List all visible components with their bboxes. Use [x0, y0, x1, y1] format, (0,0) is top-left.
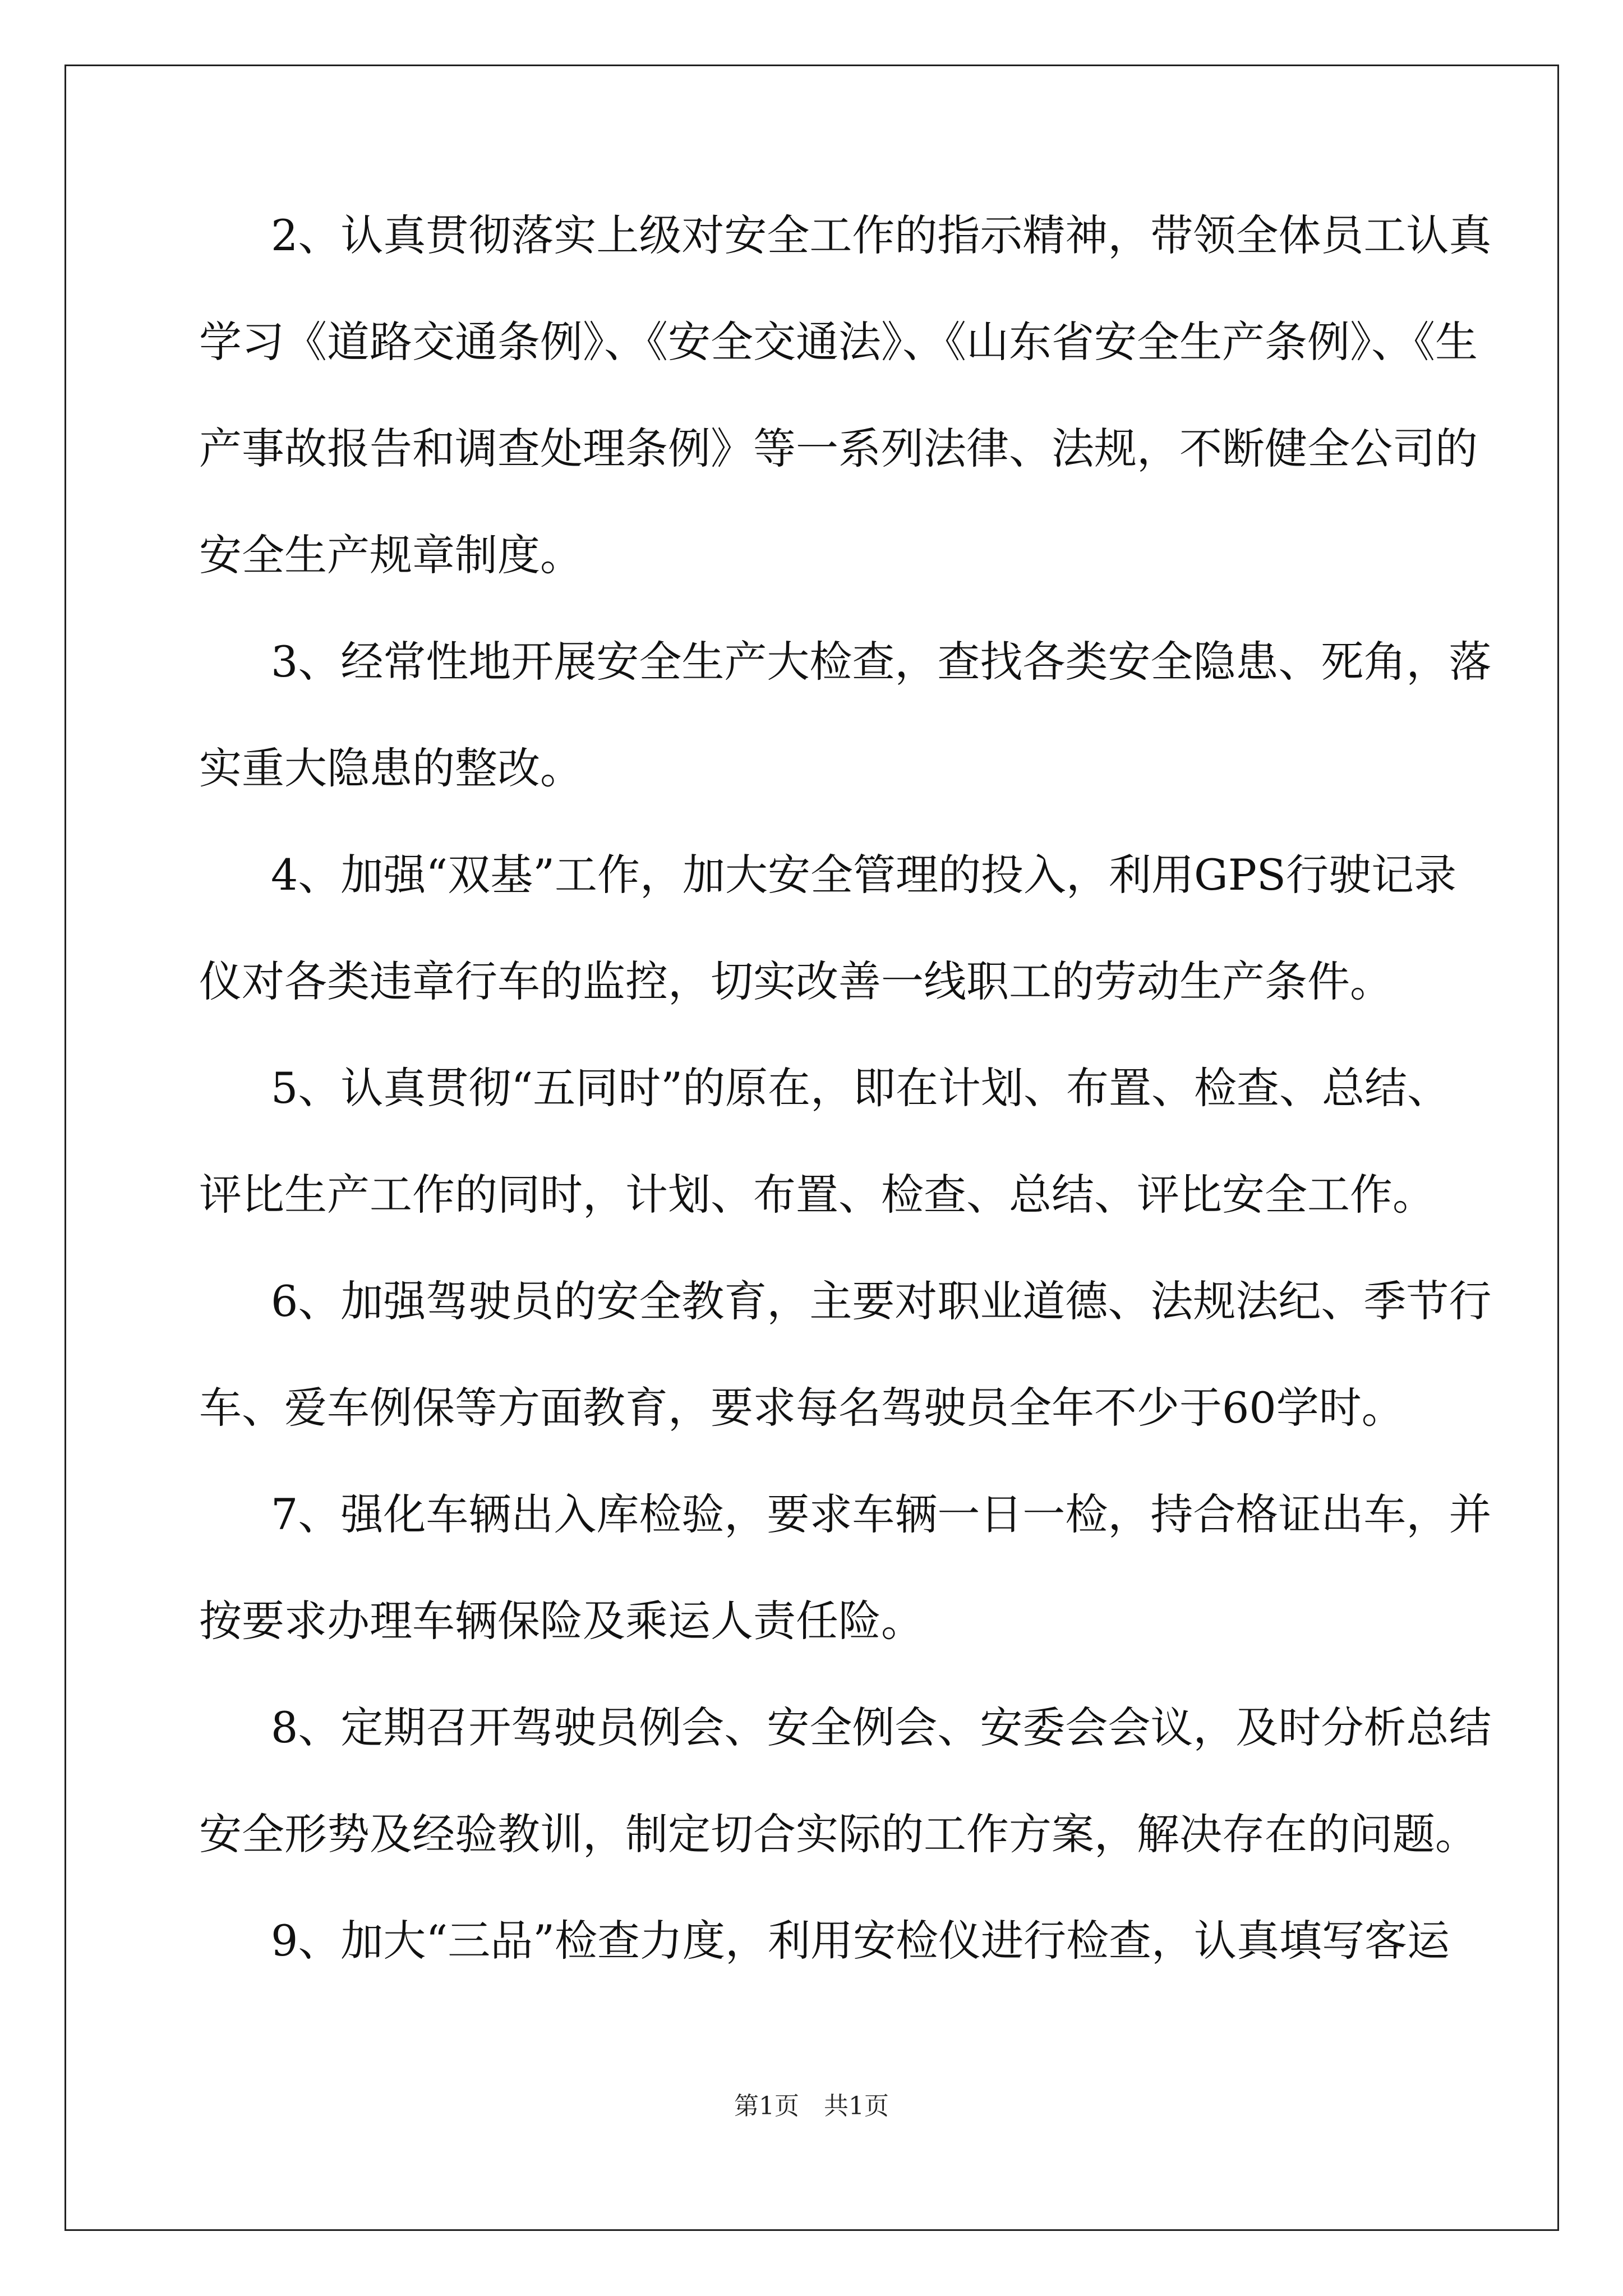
- text-line: 2、认真贯彻落实上级对安全工作的指示精神，带领全体员工认真: [271, 210, 1492, 260]
- text-line: 仪对各类违章行车的监控，切实改善一线职工的劳动生产条件。: [199, 956, 1393, 1006]
- text-line: 9、加大“三品”检查力度，利用安检仪进行检查，认真填写客运: [271, 1916, 1450, 1966]
- text-line: 8、定期召开驾驶员例会、安全例会、安委会会议，及时分析总结: [271, 1703, 1492, 1752]
- page-footer: 第1页 共1页: [734, 2092, 889, 2120]
- text-line: 5、认真贯彻“五同时”的原在，即在计划、布置、检查、总结、: [271, 1063, 1450, 1113]
- text-line: 4、加强“双基”工作，加大安全管理的投入，利用GPS行驶记录: [271, 850, 1456, 900]
- text-line: 按要求办理车辆保险及乘运人责任险。: [199, 1596, 924, 1646]
- page-frame: [64, 65, 1559, 2231]
- text-line: 实重大隐患的整改。: [199, 743, 583, 793]
- text-line: 车、爱车例保等方面教育，要求每名驾驶员全年不少于60学时。: [199, 1383, 1404, 1433]
- text-line: 3、经常性地开展安全生产大检查，查找各类安全隐患、死角，落: [271, 637, 1492, 687]
- text-line: 学习《道路交通条例》、《安全交通法》、《山东省安全生产条例》、《生: [199, 317, 1478, 367]
- text-line: 安全生产规章制度。: [199, 530, 583, 580]
- text-line: 产事故报告和调查处理条例》等一系列法律、法规，不断健全公司的: [199, 424, 1478, 473]
- text-line: 6、加强驾驶员的安全教育，主要对职业道德、法规法纪、季节行: [271, 1276, 1492, 1326]
- text-line: 7、强化车辆出入库检验，要求车辆一日一检，持合格证出车，并: [271, 1489, 1492, 1539]
- text-line: 安全形势及经验教训，制定切合实际的工作方案，解决存在的问题。: [199, 1809, 1478, 1859]
- text-line: 评比生产工作的同时，计划、布置、检查、总结、评比安全工作。: [199, 1170, 1435, 1220]
